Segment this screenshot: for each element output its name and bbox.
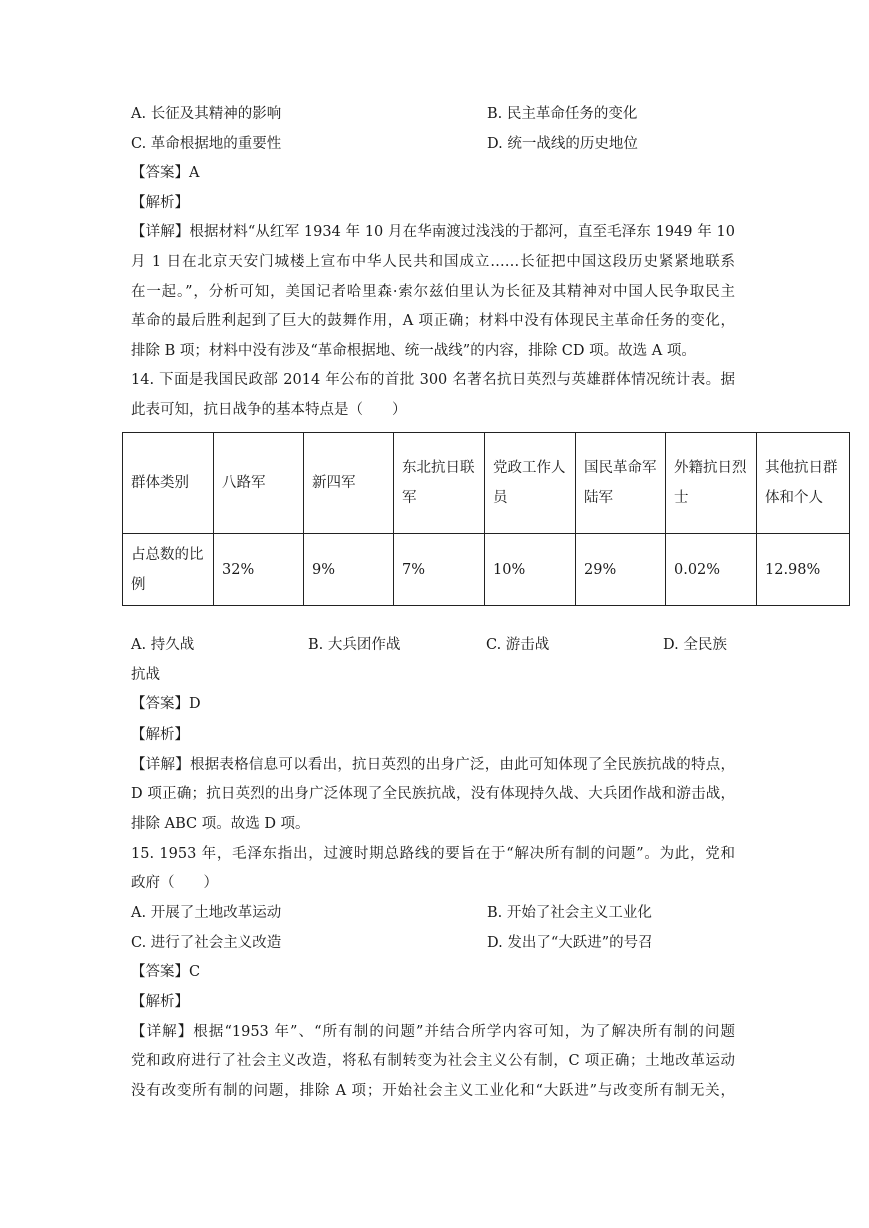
table-cell: 国民革命军陆军 (576, 433, 666, 534)
q15-option-d: D. 发出了“大跃进”的号召 (487, 935, 653, 951)
table-cell: 其他抗日群体和个人 (757, 433, 850, 534)
q14-option-b: B. 大兵团作战 (308, 637, 401, 653)
q14-detail-line: D 项正确；抗日英烈的出身广泛体现了全民族抗战，没有体现持久战、大兵团作战和游击战， (131, 786, 735, 802)
q15-stem-line: 政府（ ） (131, 875, 218, 891)
q15-detail-line: 党和政府进行了社会主义改造，将私有制转变为社会主义公有制，C 项正确；土地改革运动 (131, 1053, 735, 1069)
q13-option-b: B. 民主革命任务的变化 (487, 106, 638, 122)
table-cell: 10% (485, 534, 576, 606)
q14-detail-line: 排除 ABC 项。故选 D 项。 (131, 816, 310, 832)
table-cell: 7% (394, 534, 485, 606)
q13-option-d: D. 统一战线的历史地位 (487, 136, 638, 152)
q14-option-d: D. 全民族 (663, 637, 727, 653)
table-cell: 新四军 (304, 433, 394, 534)
q14-option-a: A. 持久战 (131, 637, 195, 653)
q14-option-d-wrap: 抗战 (131, 667, 160, 683)
table-cell: 0.02% (666, 534, 757, 606)
table-cell: 八路军 (214, 433, 304, 534)
q14-detail-line: 【详解】根据表格信息可以看出，抗日英烈的出身广泛，由此可知体现了全民族抗战的特点， (131, 757, 735, 773)
q15-stem-line: 15. 1953 年，毛泽东指出，过渡时期总路线的要旨在于“解决所有制的问题”。为此，党和 (131, 846, 735, 862)
q13-detail-line: 排除 B 项；材料中没有涉及“革命根据地、统一战线”的内容，排除 CD 项。故选 A 项。 (131, 343, 696, 359)
q15-analysis: 【解析】 (131, 994, 189, 1010)
table-cell: 12.98% (757, 534, 850, 606)
table-cell: 占总数的比例 (123, 534, 214, 606)
table-cell: 29% (576, 534, 666, 606)
q13-answer: 【答案】A (131, 165, 200, 181)
q14-option-c: C. 游击战 (486, 637, 550, 653)
q14-stem-line: 14. 下面是我国民政部 2014 年公布的首批 300 名著名抗日英烈与英雄群体情况统计表。据 (131, 372, 735, 388)
q13-detail-line: 革命的最后胜利起到了巨大的鼓舞作用，A 项正确；材料中没有体现民主革命任务的变化， (131, 313, 735, 329)
q15-answer: 【答案】C (131, 964, 201, 980)
q14-answer: 【答案】D (131, 696, 201, 712)
q15-detail-line: 没有改变所有制的问题，排除 A 项；开始社会主义工业化和“大跃进”与改变所有制无关， (131, 1083, 735, 1099)
table-cell: 9% (304, 534, 394, 606)
statistics-table (122, 432, 850, 606)
q13-option-c: C. 革命根据地的重要性 (131, 136, 282, 152)
table-cell: 东北抗日联军 (394, 433, 485, 534)
table-cell: 外籍抗日烈士 (666, 433, 757, 534)
table-cell: 群体类别 (123, 433, 214, 534)
q15-option-c: C. 进行了社会主义改造 (131, 935, 282, 951)
q13-detail-line: 【详解】根据材料“从红军 1934 年 10 月在华南渡过浅浅的于都河，直至毛泽东 1949 年 10 (131, 224, 735, 240)
q15-detail-line: 【详解】根据“1953 年”、“所有制的问题”并结合所学内容可知，为了解决所有制的问题 (131, 1024, 735, 1040)
table-cell: 党政工作人员 (485, 433, 576, 534)
q13-detail-line: 在一起。”，分析可知，美国记者哈里森·索尔兹伯里认为长征及其精神对中国人民争取民主 (131, 284, 735, 300)
q14-analysis: 【解析】 (131, 727, 189, 743)
q13-analysis: 【解析】 (131, 195, 189, 211)
q15-option-a: A. 开展了土地改革运动 (131, 905, 282, 921)
table-header-row (123, 433, 850, 534)
q13-detail-line: 月 1 日在北京天安门城楼上宣布中华人民共和国成立……长征把中国这段历史紧紧地联系 (131, 254, 735, 270)
q15-option-b: B. 开始了社会主义工业化 (487, 905, 652, 921)
q14-stem-line: 此表可知，抗日战争的基本特点是（ ） (131, 402, 407, 418)
table-row (123, 534, 850, 606)
table-cell: 32% (214, 534, 304, 606)
q13-option-a: A. 长征及其精神的影响 (131, 106, 282, 122)
